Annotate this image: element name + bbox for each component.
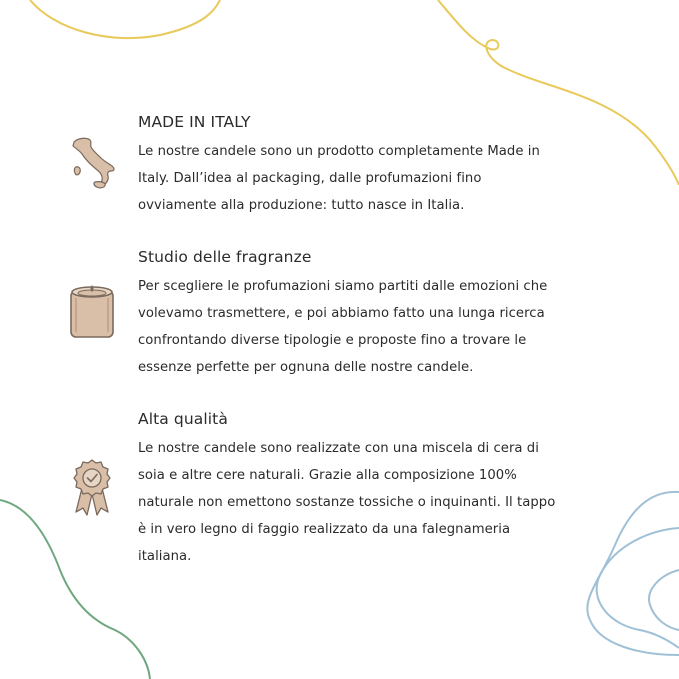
section-body <box>138 435 618 570</box>
body-line: è in vero legno di faggio realizzato da una falegnameria <box>138 522 511 537</box>
section-body <box>138 273 618 381</box>
yellow-decorative-line <box>30 0 220 38</box>
body-line: ovviamente alla produzione: tutto nasce in Italia. <box>138 198 465 213</box>
section-title: MADE IN ITALY <box>138 113 251 131</box>
quality-badge-icon <box>68 458 116 518</box>
body-line: confrontando diverse tipologie e proposte fino a trovare le <box>138 333 527 348</box>
italy-map-icon <box>64 134 120 192</box>
body-line: Per scegliere le profumazioni siamo partiti dalle emozioni che <box>138 279 548 294</box>
candle-icon <box>66 282 118 342</box>
body-line: Italy. Dall’idea al packaging, dalle profumazioni fino <box>138 171 482 186</box>
section-body <box>138 138 618 219</box>
green-decorative-line <box>0 500 150 679</box>
body-line: naturale non emettono sostanze tossiche o inquinanti. Il tappo <box>138 495 556 510</box>
body-line: Le nostre candele sono un prodotto completamente Made in <box>138 144 540 159</box>
body-line: Le nostre candele sono realizzate con una miscela di cera di <box>138 441 539 456</box>
body-line: italiana. <box>138 549 192 564</box>
section-title: Studio delle fragranze <box>138 248 312 266</box>
section-title: Alta qualità <box>138 410 228 428</box>
body-line: volevamo trasmettere, e poi abbiamo fatto una lunga ricerca <box>138 306 545 321</box>
body-line: soia e altre cere naturali. Grazie alla composizione 100% <box>138 468 517 483</box>
body-line: essenze perfette per ognuna delle nostre candele. <box>138 360 474 375</box>
blue-decorative-line-3 <box>649 570 679 630</box>
